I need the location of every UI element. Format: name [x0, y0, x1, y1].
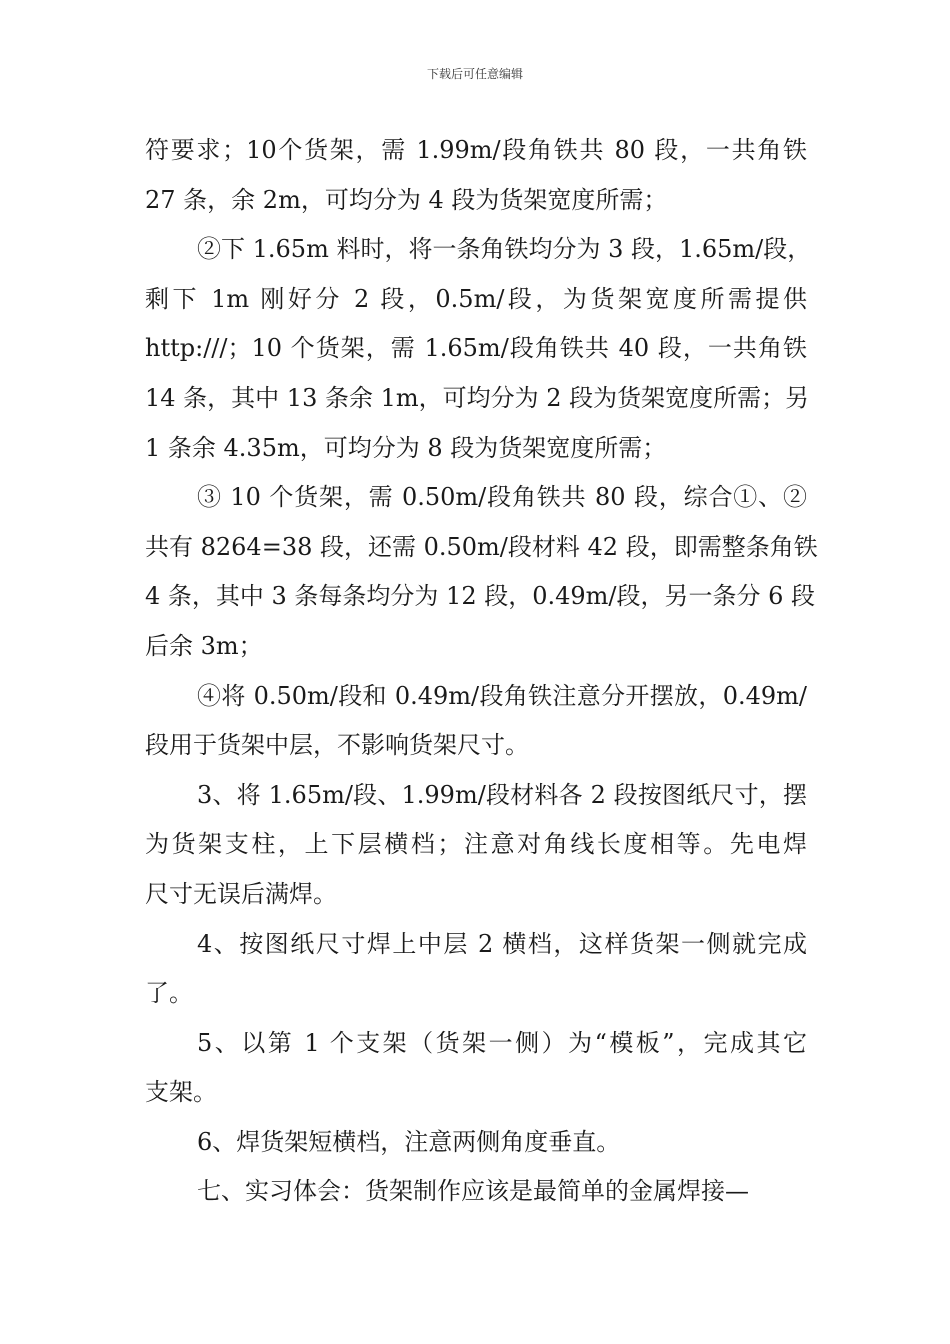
- text-line: ③ 10 个货架，需 0.50m/段角铁共 80 段，综合①、②: [197, 483, 807, 512]
- paragraph-p1: [145, 126, 807, 225]
- text-line: http:///；10 个货架，需 1.65m/段角铁共 40 段，一共角铁: [145, 334, 807, 363]
- text-line: 七、实习体会：货架制作应该是最简单的金属焊接—: [197, 1177, 749, 1206]
- text-line: 6、焊货架短横档，注意两侧角度垂直。: [197, 1127, 621, 1156]
- text-line: 后余 3m；: [145, 631, 263, 660]
- paragraph-p4: [145, 672, 807, 771]
- text-line: 1 条余 4.35m，可均分为 8 段为货架宽度所需；: [145, 433, 667, 462]
- text-line: 段用于货架中层，不影响货架尺寸。: [145, 731, 529, 760]
- text-line: 5、以第 1 个支架（货架一侧）为“模板”，完成其它: [197, 1028, 807, 1057]
- paragraph-p5: [145, 771, 807, 920]
- text-line: 尺寸无误后满焊。: [145, 879, 337, 908]
- text-line: ②下 1.65m 料时，将一条角铁均分为 3 段，1.65m/段，: [197, 235, 812, 264]
- document-body: [145, 126, 818, 1217]
- text-line: 共有 8264=38 段，还需 0.50m/段材料 42 段，即需整条角铁: [145, 532, 818, 561]
- text-line: ④将 0.50m/段和 0.49m/段角铁注意分开摆放，0.49m/: [197, 681, 807, 710]
- paragraph-p7: [145, 1019, 807, 1118]
- text-line: 14 条，其中 13 条余 1m，可均分为 2 段为货架宽度所需；另: [145, 383, 810, 412]
- text-line: 3、将 1.65m/段、1.99m/段材料各 2 段按图纸尺寸，摆: [197, 780, 807, 809]
- paragraph-p3: [145, 473, 818, 671]
- page-header-note: 下载后可任意编辑: [426, 67, 523, 81]
- paragraph-p6: [145, 920, 807, 1019]
- text-line: 4、按图纸尺寸焊上中层 2 横档，这样货架一侧就完成: [197, 929, 807, 958]
- paragraph-p8: [145, 1118, 807, 1168]
- text-line: 支架。: [145, 1078, 217, 1107]
- text-line: 了。: [145, 979, 193, 1008]
- paragraph-p9: [145, 1167, 807, 1217]
- text-line: 为货架支柱，上下层横档；注意对角线长度相等。先电焊: [145, 830, 807, 859]
- text-line: 4 条，其中 3 条每条均分为 12 段，0.49m/段，另一条分 6 段: [145, 582, 816, 611]
- text-line: 27 条，余 2m，可均分为 4 段为货架宽度所需；: [145, 185, 668, 214]
- text-line: 剩下 1m 刚好分 2 段，0.5m/段，为货架宽度所需提供: [145, 284, 807, 313]
- text-line: 符要求；10个货架，需 1.99m/段角铁共 80 段，一共角铁: [145, 136, 807, 164]
- paragraph-p2: [145, 225, 812, 473]
